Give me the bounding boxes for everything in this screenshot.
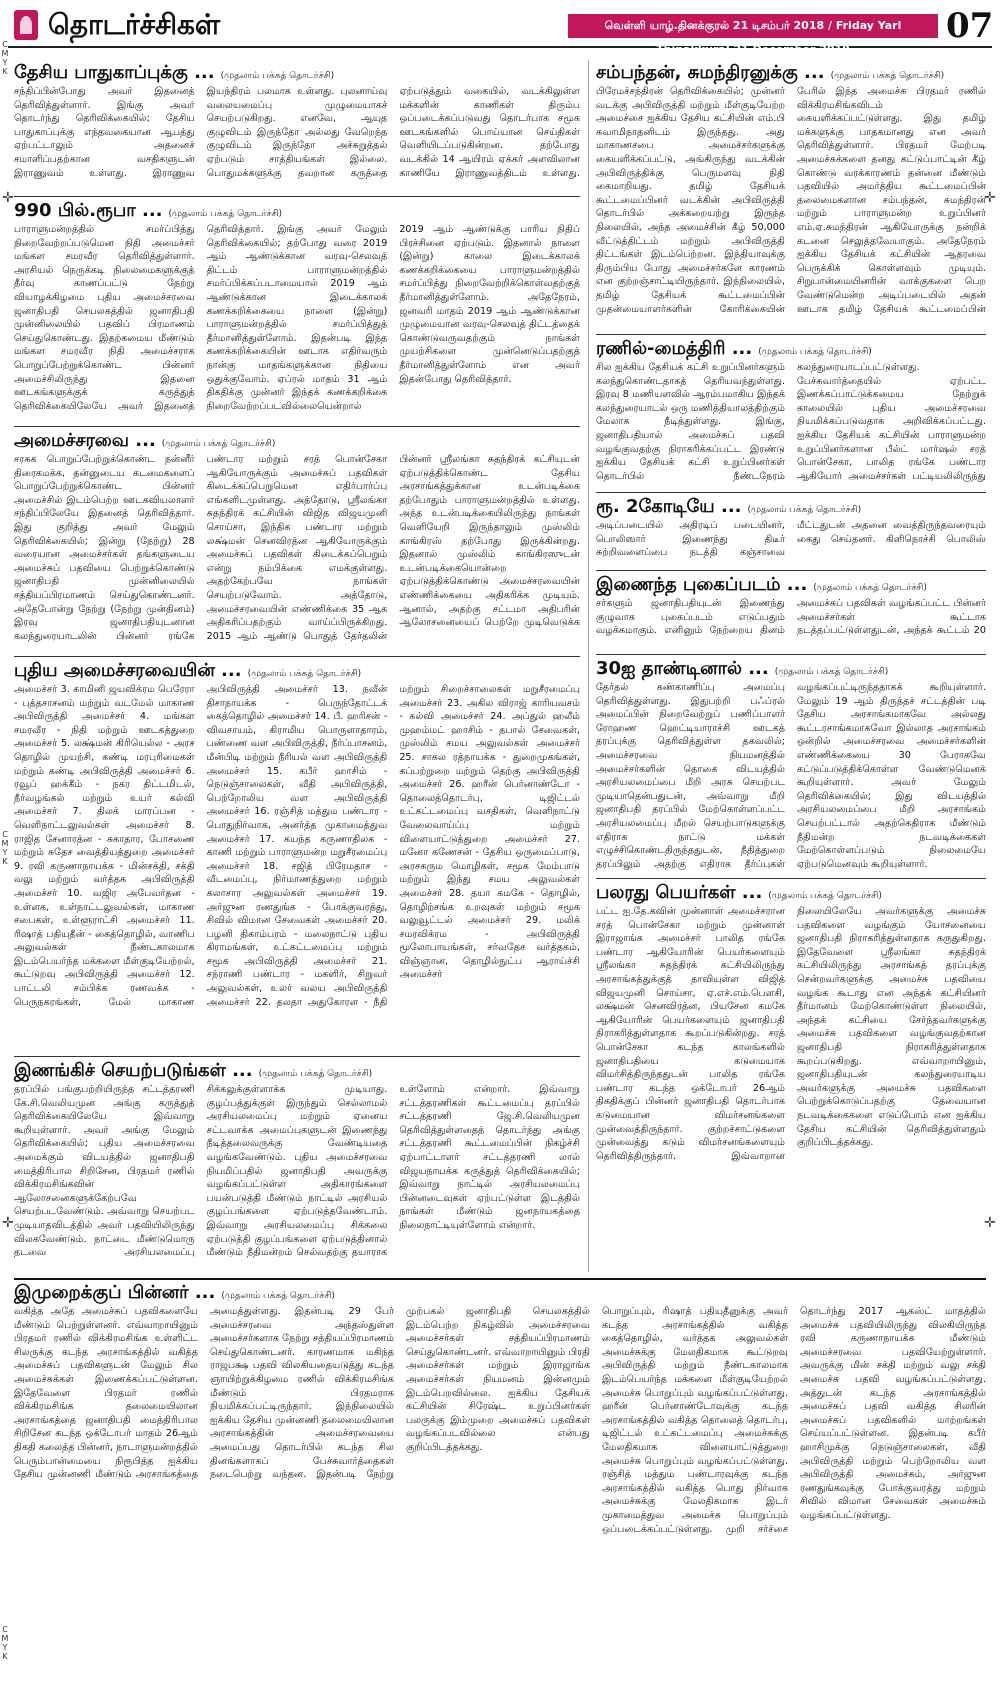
- continued-label: (முதலாம் பக்கத் தொடர்ச்சி): [830, 71, 945, 81]
- article-heading: [14, 1282, 986, 1305]
- article-heading: [14, 62, 580, 85]
- cmyk-y: Y: [2, 58, 8, 67]
- article-title: 30ஐ தாண்டினால் ...: [596, 658, 769, 679]
- article-columns: [14, 1305, 986, 1673]
- article-title: ரணில்-மைத்திரி ...: [596, 338, 753, 359]
- article-heading: [596, 62, 986, 85]
- continued-label: (முதலாம் பக்கத் தொடர்ச்சி): [258, 1069, 373, 1079]
- article-heading: [14, 660, 580, 683]
- continued-label: (முதலாம் பக்கத் தொடர்ச்சி): [813, 583, 927, 593]
- article-body: வகித்த அதே அமைச்சுப் பதவிகளையே மீண்டும் பெற்றுள்ளனர். எவ்வாறாயினும் பிரதமர் ரணில் விக்கிரமசிங்க உள்ளிட்ட சிலருக்கு கடந்த அரசாங்கத்தில் வகித்த அமைச்சுப் பதவிகளுடன் மேலும் சில அமைச்சுக்கள் இணைக்கப்பட்டுள்ளன. இதேவேளை பிரதமர் ரணில் விக்கிரமசிங்க தலைமையிலான அரசாங்கத்தை ஜனாதிபதி மைத்திரிபால சிறிசேன கடந்த ஒக்டோபர் மாதம் 26ஆம் திகதி கலைத்த பின்னர், நாடாளுமன்றத்தில் பெரும்பான்மையை நிரூபித்த ஐக்கிய தேசிய முன்னணி மீண்டும் அரசாங்கத்தை அமைத்துள்ளது. இதன்படி 29 பேர் அமைச்சரவை அந்தஸ்துள்ள அமைச்சர்களாக நேற்று சத்தியப்பிரமாணம் செய்துகொண்டனர். காரணமாக மகிந்த ராஜபக்ஷ பதவி விலகியதையடுத்து கடந்த ஞாயிற்றுக்கிழமை ரணில் விக்கிரமசிங்க மீண்டும் பிரதமராக நியமிக்கப்பட்டிருந்தார். இந்நிலையில் ஐக்கிய தேசிய முன்னணி தலைமையிலான அரசாங்கத்தின் அமைச்சரவையை அமைப்பது தொடர்பில் கடந்த சில தினங்களாகப் பேச்சுவார்த்தைகள் நடைபெற்று வந்தன. இதன்படி நேற்று முற்பகல் ஜனாதிபதி செயலகத்தில் இடம்பெற்ற நிகழ்வில் அமைச்சரவை அமைச்சர்கள் சத்தியப்பிரமாணம் செய்துகொண்டனர். எவ்வாறாயினும் பிரதி அமைச்சர்கள் மற்றும் இராஜாங்க அமைச்சர்கள் நியமனம் இன்னமும் இடம்பெறவில்லை. ஐக்கிய தேசியக் கட்சியின் சிரேஷ்ட உறுப்பினர்கள் பலருக்கு இம்முறை அமைச்சுப் பதவிகள் வழங்கப்படவில்லை என்பது குறிப்பிடத்தக்கது.: [14, 1306, 590, 1481]
- article-title: ரூ. 2கோடியே ...: [596, 496, 742, 517]
- article-2-crore: [596, 496, 986, 566]
- lotus-logo-icon: [14, 10, 38, 40]
- cmyk-k: K: [2, 67, 8, 76]
- article-title: இணைந்த புகைப்படம் ...: [596, 574, 808, 595]
- registration-mark-icon: ✛: [984, 1215, 996, 1231]
- article-title: அமைச்சரவை ...: [14, 430, 156, 451]
- cmyk-m: M: [1, 839, 9, 848]
- cmyk-k: K: [2, 857, 8, 866]
- article-body: சில ஐக்கிய தேசியக் கட்சி உறுப்பினர்களும் கலந்துகொண்டதாகத் தெரியவந்துள்ளது. இரவு 8 மணியளவில் ஆரம்பமாகிய இந்தக் கலந்துரையாடல் ஒரு மணித்தியாலத்திற்கும் மேலாக நீடித்துள்ளது. இங்கு, ஜனாதிபதியால் அமைச்சுப் பதவி வழங்குவதற்கு நிராகரிக்கப்பட்ட இரண்டு ஐக்கிய தேசியக் கட்சி உறுப்பினர்கள் தொடர்பில் நீண்டநேரம் கலந்துரையாடப்பட்டுள்ளது. பேச்சுவார்த்தையில் ஏற்பட்ட இணக்கப்பாட்டுக்கமைய நேற்றுக் காலையில் புதிய அமைச்சரவை நியமிக்கப்படுவதாக அறிவிக்கப்பட்டது. ஐக்கிய தேசியக் கட்சியின் பாராளுமன்ற உறுப்பினர்களான பீல்ட் மார்ஷல் சரத் பொன்சேகா, பாலித ரங்கே பண்டார ஆகியோர் அமைச்சர்கள் பட்டியலிலிருந்து: [596, 362, 986, 482]
- article-title: இமுறைக்குப் பின்னர் ...: [14, 1282, 216, 1303]
- article-heading: [596, 496, 986, 519]
- divider: [596, 334, 986, 335]
- article-title: சம்பந்தன், சுமந்திரனுக்கு ...: [596, 62, 825, 83]
- continued-label: (முதலாம் பக்கத் தொடர்ச்சி): [168, 209, 283, 219]
- cmyk-marks-top: [0, 40, 10, 76]
- continued-label: (முதலாம் பக்கத் தொடர்ச்சி): [758, 347, 872, 357]
- continued-label: (முதலாம் பக்கத் தொடர்ச்சி): [747, 505, 862, 515]
- article-heading: [596, 882, 986, 905]
- divider: [596, 492, 986, 493]
- cmyk-m: M: [1, 49, 9, 58]
- cmyk-m: M: [1, 1634, 9, 1643]
- cmyk-marks-mid: [0, 830, 10, 866]
- article-after-emergency: [14, 1282, 986, 1674]
- section-title: தொடர்ச்சிகள்: [48, 8, 221, 41]
- article-title: தேசிய பாதுகாப்புக்கு ...: [14, 62, 215, 83]
- cmyk-c: C: [2, 1625, 8, 1634]
- article-body: அடிப்படையில் அதிரடிப் படையினர், பொலிஸார் இணைந்து திடீர் சுற்றிவளைப்பை நடத்தி கஞ்சாவை மீட்டதுடன் அதனை வைத்திருந்தவரையும் கைது செய்தனர். கிளிநொச்சி பொலிஸ்: [596, 520, 986, 559]
- article-group-photo: [596, 574, 986, 650]
- continued-label: (முதலாம் பக்கத் தொடர்ச்சி): [774, 667, 889, 677]
- article-cooperate: [14, 1060, 580, 1270]
- registration-mark-icon: ✛: [2, 1215, 14, 1231]
- divider: [14, 656, 580, 657]
- article-heading: [14, 430, 580, 453]
- article-body-continued: பொறுப்பும், ரிஷாத் பதியுதீனுக்கு அவர் கடந்த அரசாங்கத்தில் வகித்த கைத்தொழில், வர்த்தக அலுவல்கள் அமைச்சுக்கு மேலதிகமாக கூட்டுறவு அபிவிருத்தி மற்றும் நீண்டகாலமாக இடம்பெயர்ந்த மக்களை மீள்குடியேற்றல் அமைச்சு பொறுப்பும் வழங்கப்பட்டுள்ளது. ஹரீன் பெர்னாண்டோவுக்கு கடந்த அரசாங்கத்தில் வகித்த தொலைத் தொடர்பு, டிஜிட்டல் உட்கட்டமைப்பு அமைச்சுக்கு மேலதிகமாக விளையாட்டுத்துறை அமைச்சு பொறுப்பும் வழங்கப்பட்டுள்ளது. ரஞ்சித் மத்தும பண்டாரவுக்கு கடந்த அரசாங்கத்தில் வகித்த பொது நிர்வாக அமைச்சுக்கு மேலதிகமாக இடர் முகாமைத்துவ அமைச்சு பொறுப்பும் ஒப்படைக்கப்பட்டுள்ளது. முறி சர்ச்சை தொடர்ந்து 2017 ஆகஸ்ட் மாதத்தில் அமைச்சு பதவியிலிருந்து விலகியிருந்த ரவி கருணாநாயக்க மீண்டும் அமைச்சரவை பதவியேற்றுள்ளார். அவருக்கு மின் சக்தி மற்றும் வலு சக்தி அமைச்சு பதவி வழங்கப்பட்டுள்ளது. அத்துடன் கடந்த அரசாங்கத்தில் அமைச்சுப் பதவி வகித்த சிலரின் அமைச்சுப் பதவிகளில் மாற்றங்கள் செய்யப்பட்டுள்ளன. இதன்படி கபீர் ஹாசிமுக்கு நெடுஞ்சாலைகள், வீதி அபிவிருத்தி மற்றும் பெற்றோலிய வள அபிவிருத்தி அமைச்சும், அர்ஜுன ரணதுங்கவுக்கு போக்குவரத்து மற்றும் சிவில் விமான சேவைகள் அமைச்சும் வழங்கப்பட்டுள்ளது.: [602, 1306, 986, 1535]
- article-heading: [14, 200, 580, 223]
- article-title: 990 பில்.ரூபா ...: [14, 200, 163, 221]
- article-title: பலரது பெயர்கள் ...: [596, 882, 763, 903]
- divider: [596, 570, 986, 571]
- divider: [14, 426, 580, 427]
- cmyk-marks-bottom: [0, 1625, 10, 1661]
- article-990-billion: [14, 200, 580, 422]
- cmyk-y: Y: [2, 1643, 8, 1652]
- page-header: [8, 6, 994, 56]
- date-banner: வெள்ளி யாழ்.தினக்குரல் 21 டிசம்பர் 2018 / Friday Yarl Thinakkural 21 December 2018: [568, 14, 938, 38]
- divider: [596, 654, 986, 655]
- divider: [596, 878, 986, 879]
- article-sampanthan: [596, 62, 986, 330]
- registration-mark-icon: ✛: [2, 190, 14, 206]
- cmyk-k: K: [2, 1652, 8, 1661]
- continued-label: (முதலாம் பக்கத் தொடர்ச்சி): [247, 669, 362, 679]
- article-body: சரசுக பொறுப்பேற்றுக்கொண்ட நன்னீர் திரைகமக்க, தன்னுடைய கடமைகளைப் பொறுப்பேற்றுக்கொண்ட பின்னர் அமைச்சில் இடம்பெற்ற ஊடகவியலாளர் சந்திப்பிலேயே இதனைத் தெரிவித்தார். இது குறித்து அவர் மேலும் தெரிவிக்கையில்; இன்று (நேற்று) 28 வரையான அமைச்சர்கள் தங்களுடைய அமைச்சுப் பதவியை பெற்றுக்கொண்டு ஜனாதிபதி முன்னிலையில் சத்தியப்பிரமாணம் செய்துகொண்டனர். அதேபோன்று நேற்று (நேற்று முன்தினம்) இரவு ஜனாதிபதியுடனான கலந்துரையாடலின் பின்னர் ரங்கே பண்டார மற்றும் சரத் பொன்சேகா ஆகியோருக்கும் அமைச்சுப் பதவிகள் கிடைக்கப்பெறுமென எதிர்பார்ப்பு எங்களிடமுள்ளது. அத்தோடு, ஸ்ரீலங்கா சுதந்திரக் கட்சியின் விஜித விஜயமுனி சொய்சா, இந்திக பண்டார மற்றும் லக்ஷ்மன் செனவிரத்ன ஆகியோருக்கும் அமைச்சுப் பதவிகள் கிடைக்கப்பெறும் என்று நம்பிக்கை எமக்குள்ளது. அதற்கேற்பவே நாங்கள் செயற்படுவோம். அத்தோடு, அமைச்சரவையின் எண்ணிக்கை 35 ஆக அதிகரிப்பதற்கும் வாய்ப்பிருக்கிறது. 2015 ஆம் ஆண்டு பொதுத் தேர்தலின் பின்னர் ஸ்ரீலங்கா சுதந்திரக் கட்சியுடன் ஏற்படுத்திக்கொண்ட தேசிய அரசாங்கத்துக்கான உடன்படிக்கை தற்போதும் பாராளுமன்றத்தில் உள்ளது. அந்த உடன்படிக்கையிலிருந்து நாங்கள் வெளியேறி இருந்தாலும் முஸ்லிம் காங்கிரஸ் தற்போது இருக்கின்றது. இதனால் முஸ்லிம் காங்கிரஸுடன் உடன்படிக்கையொன்றை ஏற்படுத்திக்கொண்டு அமைச்சரவையின் எண்ணிக்கையை அதிகரிக்க முடியும். ஆனால், அதற்கு சட்டமா அதிபரின் ஆலோசனையைப் பெற்றே முடிவெடுக்க: [14, 454, 580, 642]
- page-number: 07: [946, 6, 994, 46]
- cmyk-y: Y: [2, 848, 8, 857]
- divider: [14, 1278, 986, 1280]
- article-body: அமைச்சர் 3. காமினி ஜயவிக்ரம பெரேரா - புத்தசாசனம் மற்றும் வடமேல் மாகாண அபிவிருத்தி அமைச்சர் 4. மங்கள சமரவீர - நிதி மற்றும் ஊடகத்துறை அமைச்சர் 5. லக்ஷ்மன் கிரியெல்ல - அரச தொழில் முயற்சி, கண்டி மரபுரிமைகள் மற்றும் கண்டி அபிவிருத்தி அமைச்சர் 6. ரவூப் ஹக்கீம் - நகர திட்டமிடல், நீர்வழங்கல் மற்றும் உயர் கல்வி அமைச்சர் 7. திலக் மாரப்பன - வெளிநாட்டலுவல்கள் அமைச்சர் 8. ராஜித சேனாரத்ன - சுகாதார, போசணை மற்றும் சுதேச வைத்தியத்துறை அமைச்சர் 9. ரவி கருணாநாயக்க - மின்சக்தி, சக்தி வலு மற்றும் வர்த்தக அபிவிருத்தி அமைச்சர் 10. வஜிர அபேவர்தன - உள்ளக, உள்நாட்டலுவல்கள், மாகாண சபைகள், உள்ளூராட்சி அமைச்சர் 11. ரிஷாத் பதியுதீன் - கைத்தொழில், வாணிப அலுவல்கள் நீண்டகாலமாக இடம்பெயர்ந்த மக்களை மீள்குடியேற்றல், கூட்டுறவு அபிவிருத்தி அமைச்சர் 12. பாட்டலி சம்பிக்க ரணவக்க - பெருநகரங்கள், மேல் மாகாண அபிவிருத்தி அமைச்சர் 13. நவீன் திசாநாயக்க - பெருந்தோட்டக் கைத்தொழில் அமைச்சர் 14. பீ. ஹரிசன் - விவசாயம், கிராமிய பொருளாதாரம், பண்ணை வள அபிவிருத்தி, நீர்ப்பாசனம், மீன்பிடி மற்றும் நீரியல் வள அபிவிருத்தி அமைச்சர் 15. கபீர் ஹாசிம் - நெடுஞ்சாலைகள், வீதி அபிவிருத்தி, பெற்றோலிய வள அபிவிருத்தி அமைச்சர் 16. ரஞ்சித் மத்தும பண்டார - பொதுநிர்வாக, அனர்த்த முகாமைத்துவ அமைச்சர் 17. கயந்த கருணாதிலக - காணி மற்றும் பாராளுமன்ற மறுசீரமைப்பு அமைச்சர் 18. சஜித் பிரேமதாச - வீடமைப்பு, நிர்மாணத்துறை மற்றும் கலாசார அலுவல்கள் அமைச்சர் 19. அர்ஜுன ரணதுங்க - போக்குவரத்து, சிவில் விமான சேவைகள் அமைச்சர் 20. பழனி திகாம்பரம் - மலைநாட்டு புதிய கிராமங்கள், உட்கட்டமைப்பு மற்றும் சமூக அபிவிருத்தி அமைச்சர் 21. சந்ராணி பண்டார - மகளிர், சிறுவர் அலுவல்கள், உலர் வலய அபிவிருத்தி அமைச்சர் 22. தலதா அதுகோரள - நீதி மற்றும் சிறைச்சாலைகள் மறுசீரமைப்பு அமைச்சர் 23. அகில விராஜ் காரியவசம் - கல்வி அமைச்சர் 24. அப்துல் ஹலீம் முஹம்மட் ஹாசிம் - தபால் சேவைகள், முஸ்லிம் சமய அலுவல்கள் அமைச்சர் 25. சாகல ரத்நாயக்க - துறைமுகங்கள், கப்பற்றுறை மற்றும் தெற்கு அபிவிருத்தி அமைச்சர் 26. ஹரீன் பெர்னாண்டோ - தொலைத்தொடர்பு, டிஜிட்டல் உட்கட்டமைப்பு வசதிகள், வெளிநாட்டு வேலைவாய்ப்பு மற்றும் விளையாட்டுத்துறை அமைச்சர் 27. மனோ கணேசன் - தேசிய ஒருமைப்பாடு, அரசகரும மொழிகள், சமூக மேம்பாடு மற்றும் இந்து சமய அலுவல்கள் அமைச்சர் 28. தயா கமகே - தொழில், தொழிற்சங்க உறவுகள் மற்றும் சமூக வலுவூட்டல் அமைச்சர் 29. மலிக் சமரவிக்ரம - அபிவிருத்தி மூலோபாயங்கள், சர்வதேச வர்த்தகம், விஞ்ஞான, தொழில்நுட்ப ஆராய்ச்சி அமைச்சர்: [14, 684, 580, 1008]
- article-ranil-maithri: [596, 338, 986, 488]
- article-cabinet: [14, 430, 580, 652]
- cmyk-c: C: [2, 40, 8, 49]
- column-divider: [588, 60, 589, 1272]
- continued-label: (முதலாம் பக்கத் தொடர்ச்சி): [220, 71, 335, 81]
- article-heading: [596, 658, 986, 681]
- divider: [14, 1056, 580, 1057]
- article-body: சர்களும் ஜனாதிபதியுடன் இணைந்து குழுவாக புகைப்படம் எடுப்பதும் வழக்கமாகும். எனினும் நேற்றைய தினம் அமைச்சுப் பதவிகள் வழங்கப்பட்ட பின்னர் அமைச்சர்கள் கூட்டாக நடத்தப்பட்டுள்ளதுடன், அந்தக் கூட்டம் 20: [596, 598, 986, 637]
- continued-label: (முதலாம் பக்கத் தொடர்ச்சி): [221, 1291, 335, 1301]
- article-many-names: [596, 882, 986, 1272]
- article-body: பாராளுமன்றத்தில் சமர்ப்பித்து நிறைவேற்றப்படுமென நிதி அமைச்சர் மங்கள சமரவீர தெரிவித்துள்ளார். அரசியல் நெருக்கடி நிலைமைகளுக்குத் தீர்வு காணப்பட்டு நேற்று வியாழக்கிழமை புதிய அமைச்சரவை ஜனாதிபதி செயலகத்தில் ஜனாதிபதி முன்னிலையில் பதவிப் பிரமாணம் செய்துகொண்டது. இதற்கமைய மீண்டும் மங்கள சமரவீர நிதி அமைச்சராக பொறுப்பேற்றுக்கொண்ட பின்னர் அமைச்சிலிருந்து இதனை ஊடகங்களுக்குக் கருத்துத் தெரிவிக்கையிலேயே அவர் இதனைத் தெரிவித்தார். இங்கு அவர் மேலும் தெரிவிக்கையில்; தற்போது வரை 2019 ஆம் ஆண்டுக்கான வரவு-செலவுத் திட்டம் பாராளுமன்றத்தில் சமர்ப்பிக்கப்படாமையால் 2019 ஆம் ஆண்டுக்கான இடைக்காலக் கணக்கறிக்கையை நாளை (இன்று) பாராளுமன்றத்தில் சமர்ப்பித்துத் தீர்மானித்துள்ளோம். இதன்படி இந்த கணக்கறிக்கையின் ஊடாக எதிர்வரும் நான்கு மாதங்களுக்கான நிதியை ஒதுக்குவோம். ஏப்ரல் மாதம் 31 ஆம் திகதிக்கு முன்னர் இந்தக் கணக்கறிக்கை நிறைவேற்றப்படவில்லையென்றால் 2019 ஆம் ஆண்டுக்கு பாரிய நிதிப் பிரச்சினை ஏற்படும். இதனால் நாளை (இன்று) காலை இடைக்காலக் கணக்கறிக்கையை பாராளுமன்றத்தில் சமர்ப்பித்து நிறைவேற்றிக்கொள்வதற்குத் தீர்மானித்துள்ளோம். அதேநேரம், ஜனவரி மாதம் 2019 ஆம் ஆண்டுக்கான முழுமையான வரவு-செலவுத் திட்டத்தைக் கொண்டுவருவதற்கும் நாங்கள் முயற்சிகளை முன்னெடுப்பதற்குத் தீர்மானித்துள்ளோம் என அவர் இதன்போது தெரிவித்தார்.: [14, 224, 580, 412]
- article-new-cabinet-list: [14, 660, 580, 1052]
- article-body: சந்திப்பின்போது அவர் இதனைத் தெரிவித்துள்ளார். இங்கு அவர் தொடர்ந்து தெரிவிக்கையில்; தேசிய பாதுகாப்புக்கு எந்தவகையான ஆபத்து ஏற்பட்டாலும் அதனைச் சமாளிப்பதற்கான வசதிகளுடன் இராணுவம் உள்ளது. இராணுவ இயந்திரம் பலமாக உள்ளது. புலனாய்வு வலையமைப்பு முழுமையாகச் செயற்படுகிறது. எனவே, ஆயுத குழுவிடம் இருந்தோ அல்லது வேறெந்த குழுவிடம் இருந்தோ அச்சுறுத்தல் ஏற்படும் சாத்தியங்கள் இல்லை. பொதுமக்களுக்கு தவறான கருத்தை ஏற்படுத்தும் வகையில், வடக்கிலுள்ள மக்களின் காணிகள் திரும்ப ஒப்படைக்கப்படுவது தொடர்பாக சமூக ஊடகங்களில் பொய்யான செய்திகள் வெளியிடப்படுகின்றன. தற்போது வடக்கில் 14 ஆயிரம் ஏக்கர் அளவிலான காணியே இராணுவத்திடம் உள்ளது.: [14, 86, 580, 179]
- article-national-security: [14, 62, 580, 192]
- article-heading: [14, 1060, 580, 1083]
- cmyk-c: C: [2, 830, 8, 839]
- continued-label: (முதலாம் பக்கத் தொடர்ச்சி): [161, 439, 276, 449]
- article-heading: [596, 338, 986, 361]
- continued-label: (முதலாம் பக்கத் தொடர்ச்சி): [768, 891, 882, 901]
- article-title: புதிய அமைச்சரவையின் ...: [14, 660, 242, 681]
- article-exceed-30: [596, 658, 986, 874]
- article-body: பட்ட ஐ.தே.கவின் முன்னாள் அமைச்சரான சரத் பொன்சேகா மற்றும் முன்னாள் இராஜாங்க அமைச்சர் பாலித ரங்கே பண்டார ஆகியோரின் பெயர்களையும் ஸ்ரீலங்கா சுதந்திரக் கட்சியிலிருந்து அரசாங்கத்துக்குத் தாவியுள்ள விஜித் விஜயமுனி சொய்சா, ஏ.எச்.எம்.பௌசி, லக்ஷ்மன் செனவிரத்ன, பியசேன கமகே ஆகியோரின் பெயர்களையும் ஜனாதிபதி நிராகரித்துள்ளதாக கூறப்படுகின்றது. சரத் பொன்சேகா கடந்த காலங்களில் ஜனாதிபதியை கடுமையாக விமர்சித்திருந்ததுடன் பாலித ரங்கே பண்டார கடந்த ஒக்டோபர் 26ஆம் திகதிக்குப் பின்னர் ஜனாதிபதி தொடர்பாக கடுமையான விமர்சனங்களை முன்வைத்திருந்தார். குற்றச்சாட்டுகளை முன்வைத்து கடும் விமர்சனங்களையும் தெரிவித்திருந்தார். இவ்வாறான நிலையிலேயே அவர்களுக்கு அமைச்சு பதவிகளை வழங்கும் யோசனையை ஜனாதிபதி நிராகரித்துள்ளதாக கருதுகிறது. இதேவேளை ஸ்ரீலங்கா சுதந்திரக் கட்சியிலிருந்து அரசாங்கத் தரப்புக்கு சென்றவர்களுக்கு அமைச்சு பதவியை வழங்க கூடாது என அந்தக் கட்சியினர் தீர்மானம் மேற்கொண்டுள்ள நிலையில், அந்தக் கட்சியை சேர்ந்தவர்களுக்கு அமைச்சு பதவிகளை வழங்குவதற்கான ஜனாதிபதி நிராகரித்துள்ளதாக கூறப்படுகிறது. எவ்வாறாயினும், ஜனாதிபதியுடன் கலந்துரையாடிய அவர்களுக்கு அமைச்சு பதவிகளை பெற்றுக்கொடுப்பதற்கு தேவையான நடவடிக்கைகளை எடுப்போம் என ஐக்கிய தேசிய கட்சியின் தெரிவித்துள்ளதும் குறிப்பிடத்தக்கது.: [596, 906, 986, 1162]
- article-body: தரப்பில் பங்குபற்றியிருந்த சட்டத்தரணி கே.சி.வெலியமுன அங்கு கருத்துத் தெரிவிக்கையிலேயே இவ்வாறு கூறியுள்ளார். அவர் அங்கு மேலும் தெரிவிக்கையில்; புதிய அமைச்சரவை அமைக்கும் விடயத்தில் ஜனாதிபதி மைத்திரிபால சிறிசேன, பிரதமர் ரணில் விக்கிரமசிங்கவின் ஆலோசனைகளுக்கேற்பவே செயற்படவேண்டும். அவ்வாறு செயற்பட முடியாதவிடத்தில் அவர் பதவியிலிருந்து விலகவேண்டும். நாட்டை மீண்டுமொரு தடவை அரசியலமைப்பு சிக்கலுக்குள்ளாக்க முடியாது. குழப்பத்துக்குள் இருந்தும் செல்லாமல் அரசியலமைப்பு மற்றும் ஏனைய சட்டவாக்க அமைப்புகளுடன் இணைந்து நீடித்தலைவருக்கு வேண்டியதை வழங்கவேண்டும். புதிய அமைச்சரவை நியமிப்பதில் ஜனாதிபதி அவருக்கு வழங்கப்பட்டுள்ள அதிகாரங்களை பயன்படுத்தி மீண்டும் நாட்டில் அரசியல் குழப்பங்களை ஏற்படுத்தவேண்டாம். இவ்வாறு அரசியலமைப்பு சிக்கலை ஏற்படுத்தி குழப்பங்களை ஏற்படுத்தினால் மீண்டும் நீதிமன்றம் செல்வதற்கு தயாராக உள்ளோம் என்றார். இவ்வாறு சட்டத்தரணிகள் கூட்டமைப்பு தரப்பில் சட்டத்தரணி ஜே.சி.வெலியமுன தெரிவித்துள்ளதைத் தொடர்ந்து அங்கு சட்டத்தரணி கூட்டமைப்பின் நிகழ்ச்சி ஏற்பாட்டாளர் சட்டத்தரணி லால் விஜயநாயக்க கருத்துத் தெரிவிக்கையில்; இவ்வாறு நாட்டில் அரசியலமைப்பு பின்னடைவுகள் ஏற்பட்டுள்ள இடத்தில் நாங்கள் மீண்டும் ஜனநாயகத்தை நிலைநாட்டியுள்ளோம் என்றார்.: [14, 1084, 580, 1259]
- registration-mark-icon: ✛: [984, 190, 996, 206]
- divider: [14, 196, 580, 197]
- article-heading: [596, 574, 986, 597]
- article-title: இணங்கிச் செயற்படுங்கள் ...: [14, 1060, 253, 1081]
- article-body: பிரேமச்சந்திரன் தெரிவிக்கையில்; முன்னர் வடக்கு அபிவிருத்தி மற்றும் மீள்குடியேற்ற அமைச்சை ஐக்கிய தேசிய கட்சியின் எம்.பி சுவாமிநாதனிடம் இருந்தது. அது மாகாணசபை அமைச்சர்களுக்கு கையளிக்கப்பட்டு, அங்கிருந்து வடக்கின் அபிவிருத்திக்கு பெருமளவு நிதி கைமாறியது. தமிழ் தேசியக் கூட்டமைப்பினர் வடக்கின் அபிவிருத்தி தொடர்பில் அக்கறையற்று இருந்த நிலையில், அந்த அமைச்சின் கீழ் 50,000 வீட்டுத்திட்டம் மற்றும் அபிவிருத்தி திட்டங்கள் இடம்பெற்றன. இந்தியாவுக்கு திரும்பிய போது அமைச்சர்களே காரணம் என குற்றஞ்சாட்டியிருந்தார். இந்நிலையில், தமிழ் தேசியக் கூட்டமைப்பின் முதன்மையாளர்களின் கோரிக்கையின் பேரில் இந்த அமைச்சு பிரதமர் ரணில் விக்கிரமசிங்கவிடம் கையளிக்கப்பட்டுள்ளது. இது தமிழ் மக்களுக்கு பாதகமானது என அவர் தெரிவித்துள்ளார். பிரதமர் மேற்படி அமைச்சுக்களை தனது கட்டுப்பாட்டின் கீழ் கொண்டு வரக்காரணம் தன்னை மீண்டும் பதவியில் அமர்த்திய கூட்டமைப்பின் தலைமைகளான சம்பந்தன், சுமந்திரன் மற்றும் பாராளுமன்ற உறுப்பினர் எம்.ஏ.சுமந்திரன் ஆகியோருக்கு நன்றிக் கடனை செலுத்தவேயாகும். அதேநேரம் ஐக்கிய தேசியக் கட்சியின் ஆதரவை பெருக்கிக் கொள்ளவும் முடியும். சிறுபான்மையினரின் வாக்குகளை பெற வேண்டுமென்ற அடிப்படையில் அதன் ஊடாக தமிழ் தேசியக் கூட்டமைப்பின்: [596, 86, 986, 315]
- article-body: தேர்தல் கண்காணிப்பு அமைப்பு தெரிவித்துள்ளது. இதுபற்றி பஃப்ரல் அமைப்பின் நிறைவேற்றுப் பணிப்பாளர் ரோஹண ஹெட்டியாராச்சி ஊடகத் தரப்புக்கு தெரிவித்துள்ள தகவலில்; அமைச்சரவை நியமனத்தில் அமைச்சர்களின் தொகை விடயத்தில் அரசியலமைப்பை மீறி அரசு செயற்பட முடியாதென்பதுடன், அவ்வாறு மீறி ஜனாதிபதி தரப்பில் மேற்கொள்ளப்பட்ட அரசியலமைப்பு மீறல் செயற்பாடுகளுக்கு எதிராக நாட்டு மக்கள் எழுச்சிகொண்டதிருந்ததுடன், நீதித்துறை தரப்பிலும் அதற்கு எதிராக தீர்ப்புகள் வழங்கப்பட்டிருந்ததாகக் கூறியுள்ளார். மேலும் 19 ஆம் திருத்தச் சட்டத்தின் படி தேசிய அரசாங்கமாகவே அல்லது கூட்டரசாங்கமாகவோ இல்லாத அரசாங்கம் ஒன்றில் அமைச்சரவை அமைச்சர்களின் எண்ணிக்கையை 30 பேராகவே கட்டுப்படுத்திக்கொள்ள வேண்டுமெனக் கூறியுள்ளார். அவர் மேலும் தெரிவிக்கையில்; இது விடயத்தில் அரசியலமைப்பை மீறி அரசாங்கம் செயற்பட்டால் அதற்கெதிராக மீண்டும் நீதிமன்ற நடவடிக்கைகள் மேற்கொள்ளப்படும் நிலைமையே ஏற்படுமெனவும் கூறியுள்ளார்.: [596, 682, 986, 870]
